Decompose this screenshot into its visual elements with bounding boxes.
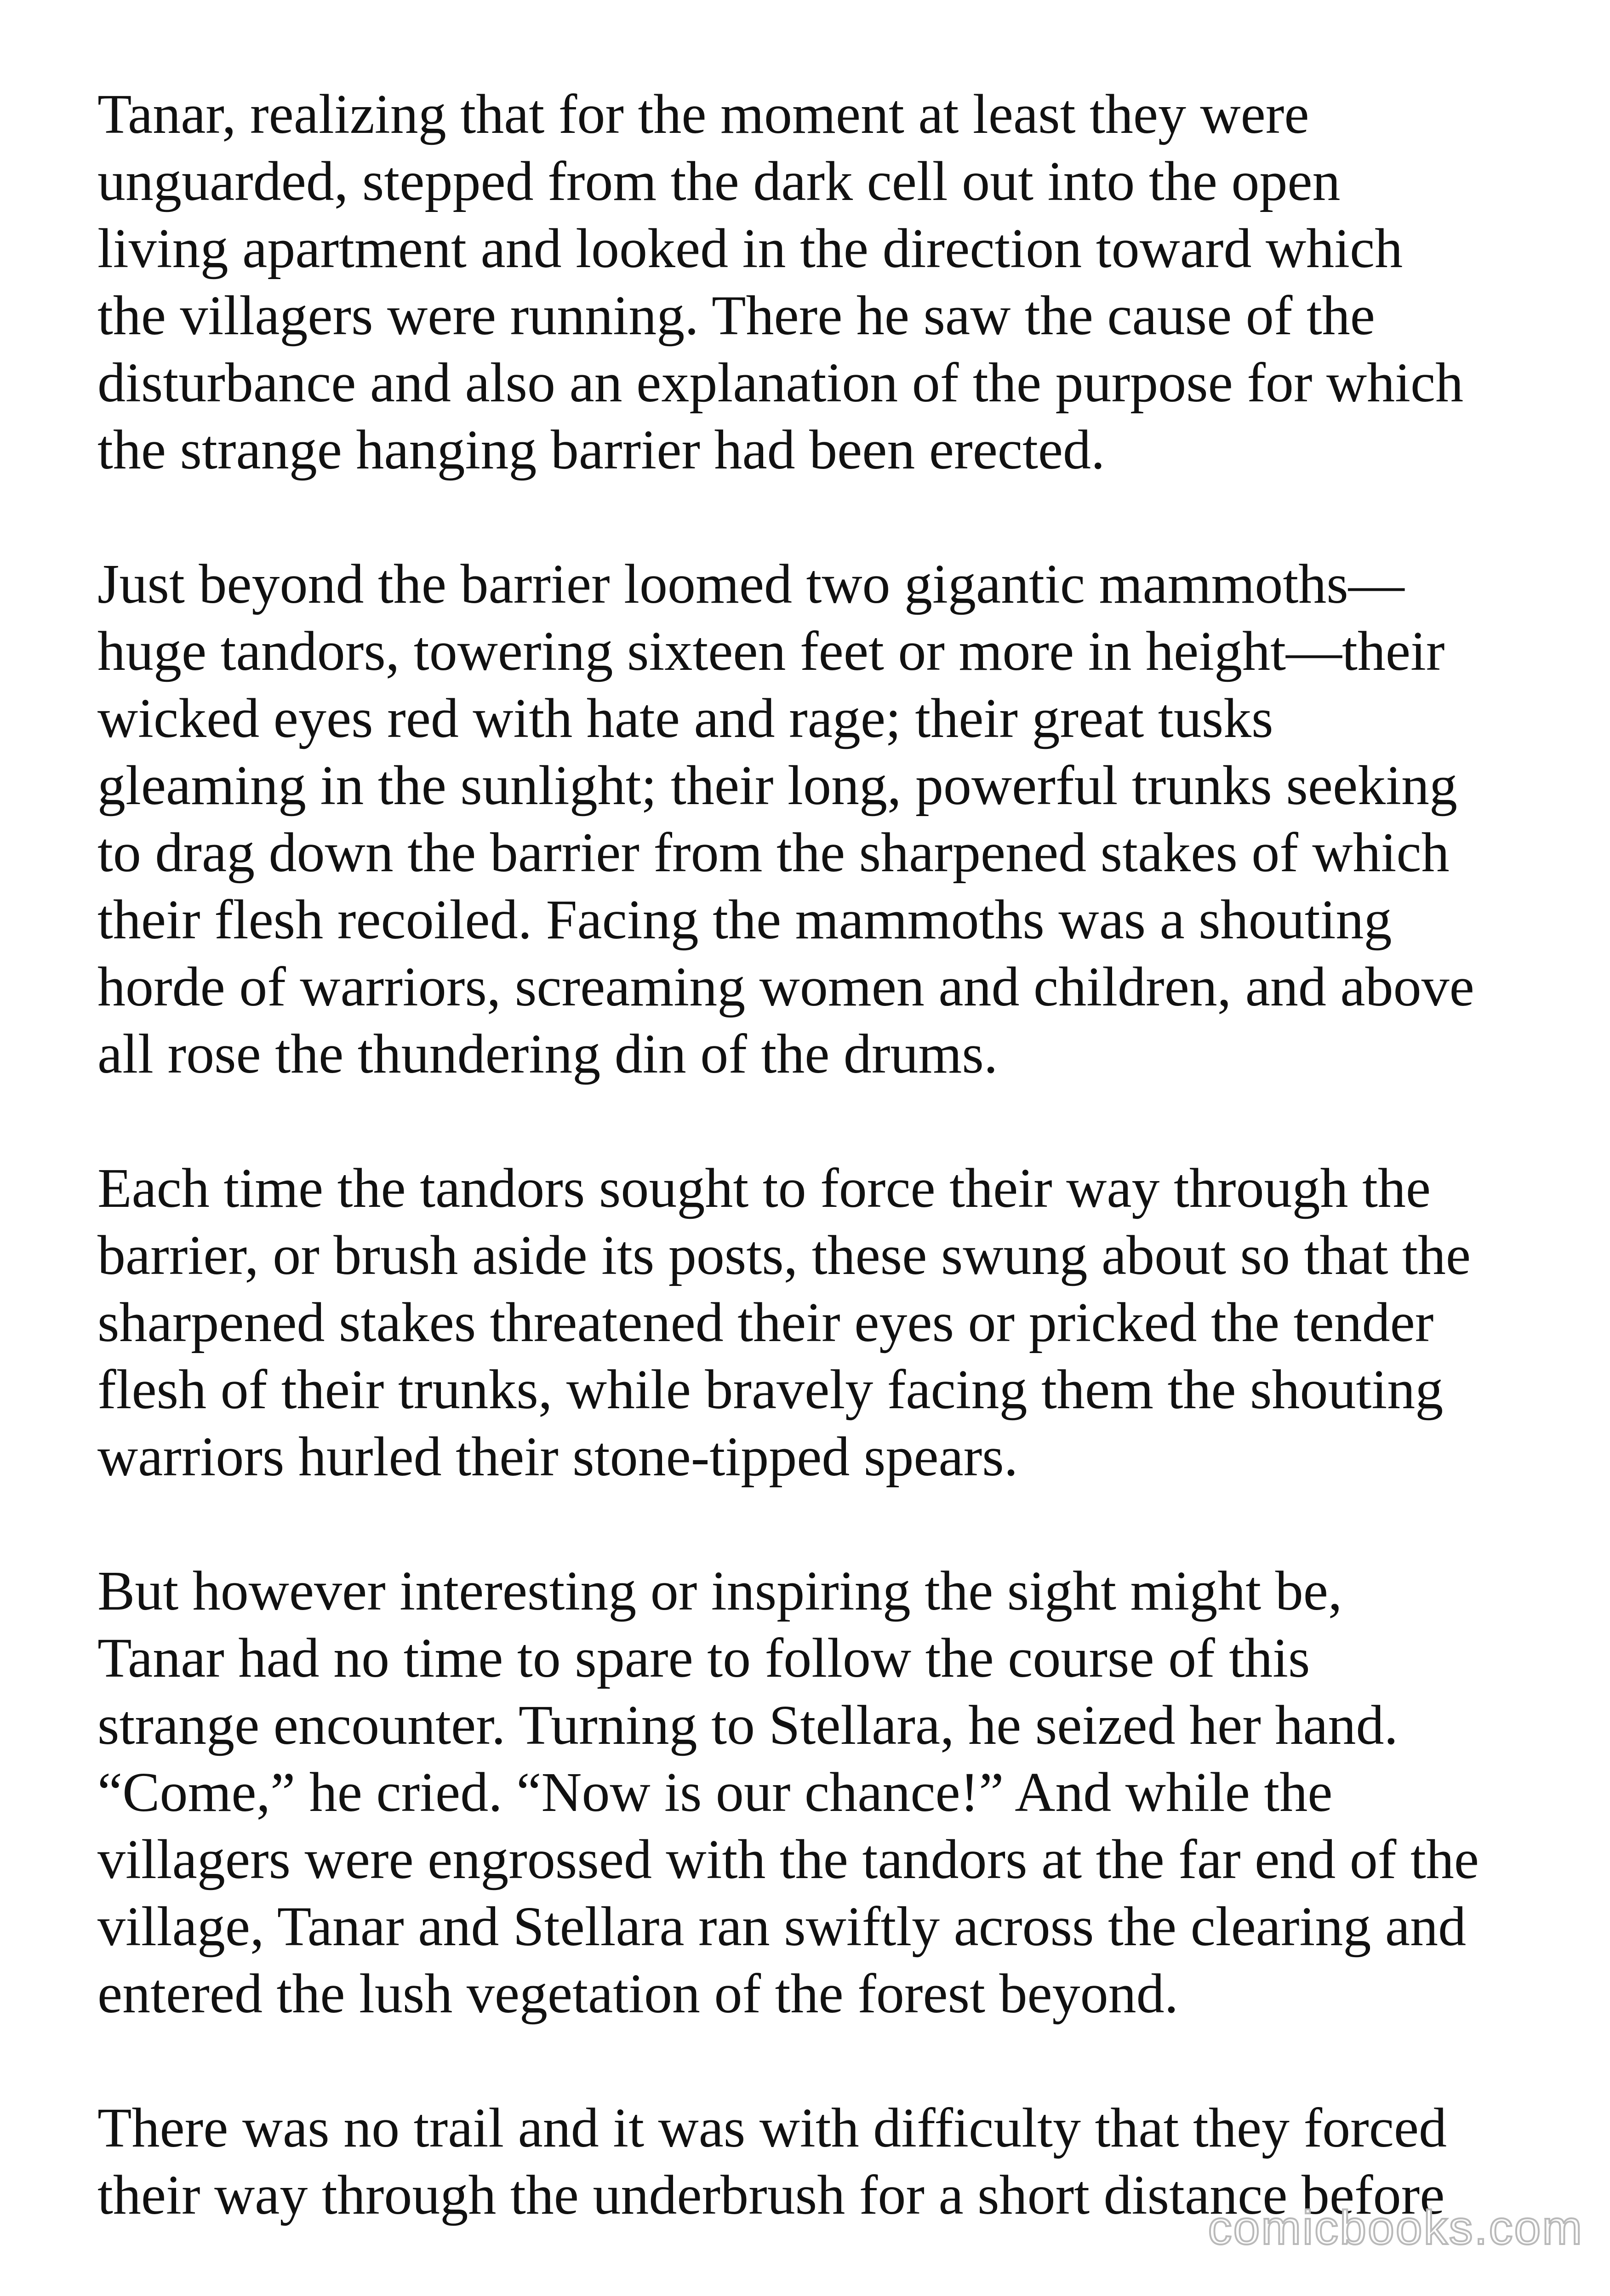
text-line: sharpened stakes threatened their eyes or pricked the tender <box>97 1291 1434 1354</box>
text-line: flesh of their trunks, while bravely facing them the shouting <box>97 1359 1444 1421</box>
text-line: huge tandors, towering sixteen feet or more in height—their <box>97 620 1445 682</box>
paragraph-2 <box>97 551 1550 1088</box>
text-line: But however interesting or inspiring the sight might be, <box>97 1560 1342 1622</box>
text-body <box>97 81 1550 2296</box>
paragraph-1 <box>97 81 1550 484</box>
text-line: villagers were engrossed with the tandors at the far end of the <box>97 1828 1479 1890</box>
text-line: gleaming in the sunlight; their long, powerful trunks seeking <box>97 754 1458 817</box>
text-line: Tanar had no time to spare to follow the course of this <box>97 1627 1310 1689</box>
text-line: all rose the thundering din of the drums. <box>97 1023 998 1085</box>
watermark-logo: comicbooks.com <box>1208 2201 1583 2255</box>
text-line: “Come,” he cried. “Now is our chance!” And while the <box>97 1761 1333 1823</box>
text-line: Tanar, realizing that for the moment at least they were <box>97 83 1309 145</box>
text-line: village, Tanar and Stellara ran swiftly across the clearing and <box>97 1896 1467 1958</box>
text-line: to drag down the barrier from the sharpened stakes of which <box>97 822 1450 884</box>
text-line: the strange hanging barrier had been erected. <box>97 419 1105 481</box>
text-line: the villagers were running. There he saw the cause of the <box>97 285 1375 347</box>
text-line: disturbance and also an explanation of the purpose for which <box>97 352 1464 414</box>
text-line: their flesh recoiled. Facing the mammoths was a shouting <box>97 889 1392 951</box>
paragraph-3 <box>97 1155 1550 1491</box>
text-line: There was no trail and it was with difficulty that they forced <box>97 2097 1447 2159</box>
text-line: unguarded, stepped from the dark cell out into the open <box>97 150 1341 212</box>
text-line: Just beyond the barrier loomed two gigantic mammoths— <box>97 553 1404 615</box>
text-line: entered the lush vegetation of the forest beyond. <box>97 1963 1179 2025</box>
text-line: wicked eyes red with hate and rage; their great tusks <box>97 687 1273 749</box>
text-line: Each time the tandors sought to force their way through the <box>97 1157 1431 1219</box>
text-line: horde of warriors, screaming women and children, and above <box>97 956 1474 1018</box>
text-line: barrier, or brush aside its posts, these swung about so that the <box>97 1224 1471 1286</box>
text-line: strange encounter. Turning to Stellara, he seized her hand. <box>97 1694 1398 1756</box>
paragraph-4 <box>97 1558 1550 2028</box>
text-line: living apartment and looked in the direction toward which <box>97 217 1403 280</box>
text-line: warriors hurled their stone-tipped spears. <box>97 1426 1018 1488</box>
text-line: their way through the underbrush for a short distance before <box>97 2164 1445 2226</box>
